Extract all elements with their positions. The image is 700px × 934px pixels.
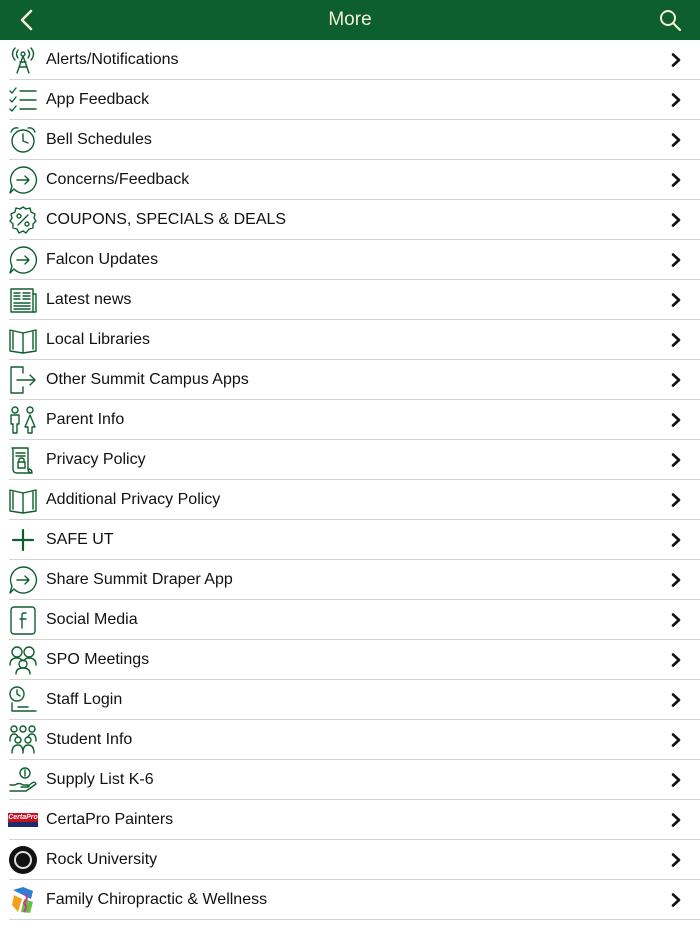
arrow-bubble-icon xyxy=(8,165,38,195)
menu-item-label: SAFE UT xyxy=(46,531,114,548)
menu-item-falcon-updates[interactable] xyxy=(0,240,700,280)
chevron-right-icon xyxy=(670,373,682,387)
students-group-icon xyxy=(8,725,38,755)
chevron-right-icon xyxy=(670,173,682,187)
open-book-icon xyxy=(8,485,38,515)
exit-arrow-icon xyxy=(8,365,38,395)
menu-item-label: App Feedback xyxy=(46,91,150,108)
chevron-right-icon xyxy=(670,493,682,507)
chevron-right-icon xyxy=(670,533,682,547)
menu-item-alerts-notifications[interactable] xyxy=(0,40,700,80)
chevron-right-icon xyxy=(670,653,682,667)
chevron-right-icon xyxy=(670,53,682,67)
menu-item-parent-info[interactable] xyxy=(0,400,700,440)
menu-item-latest-news[interactable] xyxy=(0,280,700,320)
chevron-right-icon xyxy=(670,813,682,827)
scroll-lock-icon xyxy=(8,445,38,475)
menu-item-label: Staff Login xyxy=(46,691,123,708)
menu-item-label: Social Media xyxy=(46,611,138,628)
clock-desk-icon xyxy=(8,685,38,715)
back-chevron-icon[interactable] xyxy=(16,8,40,32)
menu-item-other-summit-campus-apps[interactable] xyxy=(0,360,700,400)
chevron-right-icon xyxy=(670,413,682,427)
chevron-right-icon xyxy=(670,613,682,627)
menu-item-label: Other Summit Campus Apps xyxy=(46,371,249,388)
chiropractic-logo xyxy=(8,885,38,915)
chevron-right-icon xyxy=(670,293,682,307)
menu-item-staff-login[interactable] xyxy=(0,680,700,720)
menu-item-label: Additional Privacy Policy xyxy=(46,491,221,508)
menu-item-safe-ut[interactable] xyxy=(0,520,700,560)
menu-item-label: SPO Meetings xyxy=(46,651,150,668)
menu-item-label: Family Chiropractic & Wellness xyxy=(46,891,268,908)
menu-item-label: Bell Schedules xyxy=(46,131,152,148)
menu-item-concerns-feedback[interactable] xyxy=(0,160,700,200)
menu-item-label: Privacy Policy xyxy=(46,451,146,468)
menu-item-rock-university[interactable] xyxy=(0,840,700,880)
open-book-icon xyxy=(8,325,38,355)
arrow-bubble-icon xyxy=(8,565,38,595)
chevron-right-icon xyxy=(670,733,682,747)
menu-item-spo-meetings[interactable] xyxy=(0,640,700,680)
menu-item-label: Local Libraries xyxy=(46,331,151,348)
menu-item-label: Alerts/Notifications xyxy=(46,51,179,68)
menu-item-label: CertaPro Painters xyxy=(46,811,174,828)
menu-item-label: COUPONS, SPECIALS & DEALS xyxy=(46,211,287,228)
menu-item-label: Latest news xyxy=(46,291,132,308)
menu-item-label: Rock University xyxy=(46,851,158,868)
chevron-right-icon xyxy=(670,453,682,467)
menu-item-coupons-specials-deals[interactable] xyxy=(0,200,700,240)
chevron-right-icon xyxy=(670,893,682,907)
alarm-clock-icon xyxy=(8,125,38,155)
menu-item-privacy-policy[interactable] xyxy=(0,440,700,480)
menu-item-family-chiropractic-wellness[interactable] xyxy=(0,880,700,920)
menu-item-label: Falcon Updates xyxy=(46,251,159,268)
chevron-right-icon xyxy=(670,773,682,787)
broadcast-tower-icon xyxy=(8,45,38,75)
parents-icon xyxy=(8,405,38,435)
arrow-bubble-icon xyxy=(8,245,38,275)
menu-item-social-media[interactable] xyxy=(0,600,700,640)
chevron-right-icon xyxy=(670,253,682,267)
menu-item-label: Share Summit Draper App xyxy=(46,571,233,588)
menu-item-app-feedback[interactable] xyxy=(0,80,700,120)
newspaper-icon xyxy=(8,285,38,315)
chevron-right-icon xyxy=(670,213,682,227)
percent-badge-icon xyxy=(8,205,38,235)
menu-item-certapro-painters[interactable] xyxy=(0,800,700,840)
menu-item-label: Concerns/Feedback xyxy=(46,171,190,188)
chevron-right-icon xyxy=(670,93,682,107)
chevron-right-icon xyxy=(670,853,682,867)
checklist-icon xyxy=(8,85,38,115)
rock-university-logo xyxy=(8,845,38,875)
menu-item-share-summit-draper-app[interactable] xyxy=(0,560,700,600)
menu-item-bell-schedules[interactable] xyxy=(0,120,700,160)
menu-item-label: Student Info xyxy=(46,731,133,748)
menu-item-label: Supply List K-6 xyxy=(46,771,154,788)
menu-item-label: Parent Info xyxy=(46,411,125,428)
chevron-right-icon xyxy=(670,573,682,587)
chevron-right-icon xyxy=(670,333,682,347)
certapro-logo: CertaPro xyxy=(8,805,38,835)
menu-item-local-libraries[interactable] xyxy=(0,320,700,360)
plus-icon xyxy=(8,525,38,555)
menu-item-supply-list-k-6[interactable] xyxy=(0,760,700,800)
menu-item-additional-privacy-policy[interactable] xyxy=(0,480,700,520)
nav-bar xyxy=(0,0,700,40)
menu-item-student-info[interactable] xyxy=(0,720,700,760)
hand-coin-icon xyxy=(8,765,38,795)
page-title: More xyxy=(328,9,372,30)
chevron-right-icon xyxy=(670,693,682,707)
menu-list xyxy=(0,40,700,920)
chevron-right-icon xyxy=(670,133,682,147)
facebook-phone-icon xyxy=(8,605,38,635)
meeting-people-icon xyxy=(8,645,38,675)
search-icon[interactable] xyxy=(658,8,682,32)
